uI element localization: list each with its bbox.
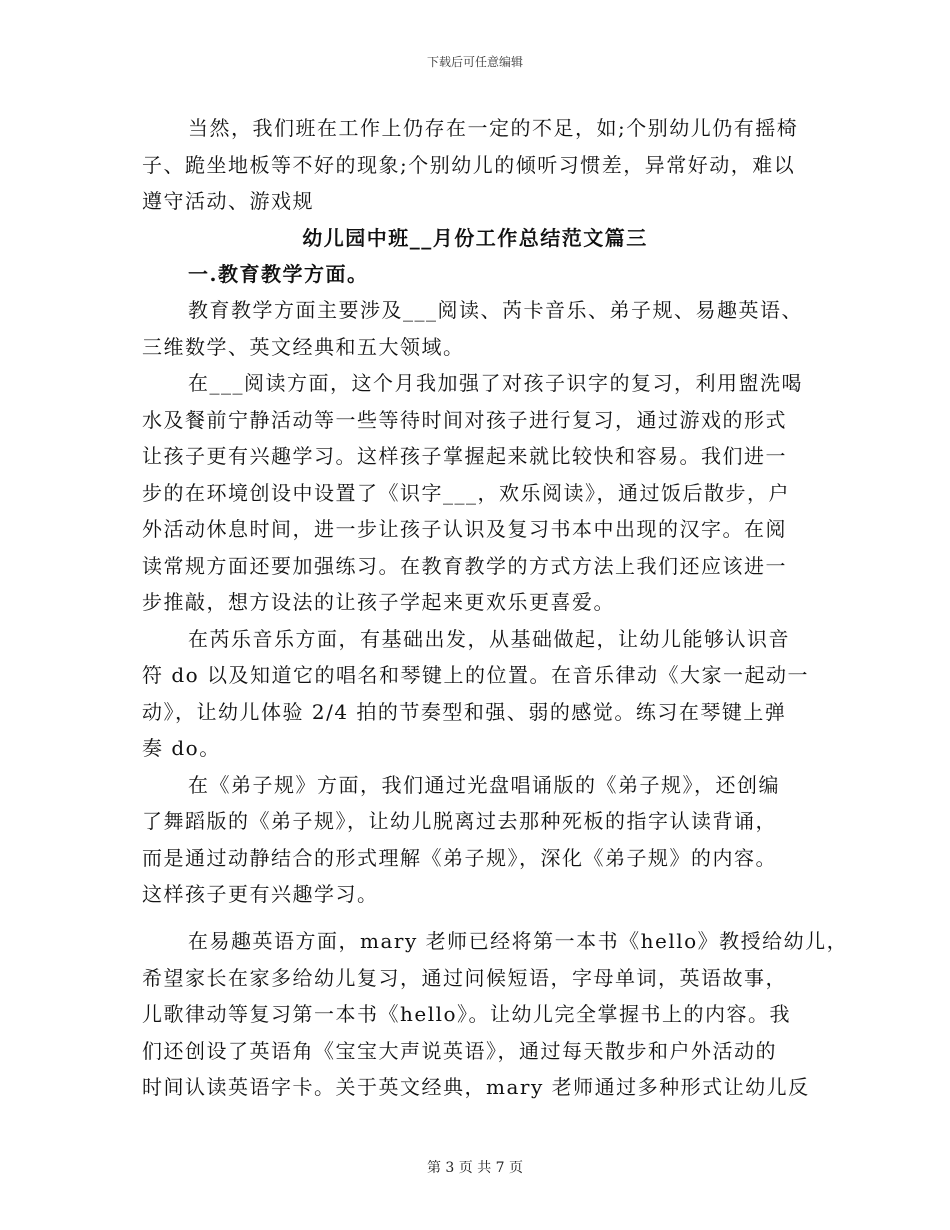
paragraph-line: 步的在环境创设中设置了《识字___，欢乐阅读》，通过饭后散步，户: [142, 481, 790, 505]
paragraph-line: 动》，让幼儿体验 2/4 拍的节奏型和强、弱的感觉。练习在琴键上弹: [142, 700, 787, 724]
paragraph-line: 水及餐前宁静活动等一些等待时间对孩子进行复习，通过游戏的形式: [142, 408, 787, 432]
page-header: 下载后可任意编辑: [426, 55, 523, 69]
paragraph-line: 们还创设了英语角《宝宝大声说英语》，通过每天散步和户外活动的: [142, 1039, 777, 1063]
paragraph-line: 子、跪坐地板等不好的现象;个别幼儿的倾听习惯差，异常好动，难以: [142, 153, 796, 177]
paragraph-line: 在易趣英语方面，mary 老师已经将第一本书《hello》教授给幼儿，: [188, 929, 849, 953]
paragraph-line: 外活动休息时间，进一步让孩子认识及复习书本中出现的汉字。在阅: [142, 517, 787, 541]
paragraph-line: 当然，我们班在工作上仍存在一定的不足，如;个别幼儿仍有摇椅: [188, 116, 799, 140]
paragraph-line: 遵守活动、游戏规: [142, 189, 314, 213]
paragraph-line: 读常规方面还要加强练习。在教育教学的方式方法上我们还应该进一: [142, 554, 787, 578]
paragraph-line: 时间认读英语字卡。关于英文经典，mary 老师通过多种形式让幼儿反: [142, 1075, 810, 1099]
paragraph-line: 希望家长在家多给幼儿复习，通过问候短语，字母单词，英语故事，: [142, 966, 787, 990]
paragraph-line: 符 do 以及知道它的唱名和琴键上的位置。在音乐律动《大家一起动一: [142, 663, 810, 687]
paragraph-line: 在___阅读方面，这个月我加强了对孩子识字的复习，利用盥洗喝: [188, 371, 803, 395]
paragraph-line: 让孩子更有兴趣学习。这样孩子掌握起来就比较快和容易。我们进一: [142, 444, 787, 468]
paragraph-line: 奏 do。: [142, 736, 221, 760]
paragraph-line: 教育教学方面主要涉及___阅读、芮卡音乐、弟子规、易趣英语、: [188, 298, 803, 322]
section-heading: 一.教育教学方面。: [188, 262, 369, 286]
paragraph-line: 而是通过动静结合的形式理解《弟子规》，深化《弟子规》的内容。: [142, 846, 777, 870]
paragraph-line: 这样孩子更有兴趣学习。: [142, 882, 379, 906]
page-footer: 第 3 页 共 7 页: [426, 1160, 524, 1176]
paragraph-line: 三维数学、英文经典和五大领域。: [142, 335, 465, 359]
paragraph-line: 在芮乐音乐方面，有基础出发，从基础做起，让幼儿能够认识音: [188, 627, 790, 651]
section-title: 幼儿园中班__月份工作总结范文篇三: [302, 226, 648, 250]
paragraph-line: 儿歌律动等复习第一本书《hello》。让幼儿完全掌握书上的内容。我: [142, 1002, 792, 1026]
paragraph-line: 步推敲，想方设法的让孩子学起来更欢乐更喜爱。: [142, 590, 615, 614]
paragraph-line: 在《弟子规》方面，我们通过光盘唱诵版的《弟子规》，还创编: [188, 773, 780, 797]
paragraph-line: 了舞蹈版的《弟子规》，让幼儿脱离过去那种死板的指字认读背诵，: [142, 809, 777, 833]
